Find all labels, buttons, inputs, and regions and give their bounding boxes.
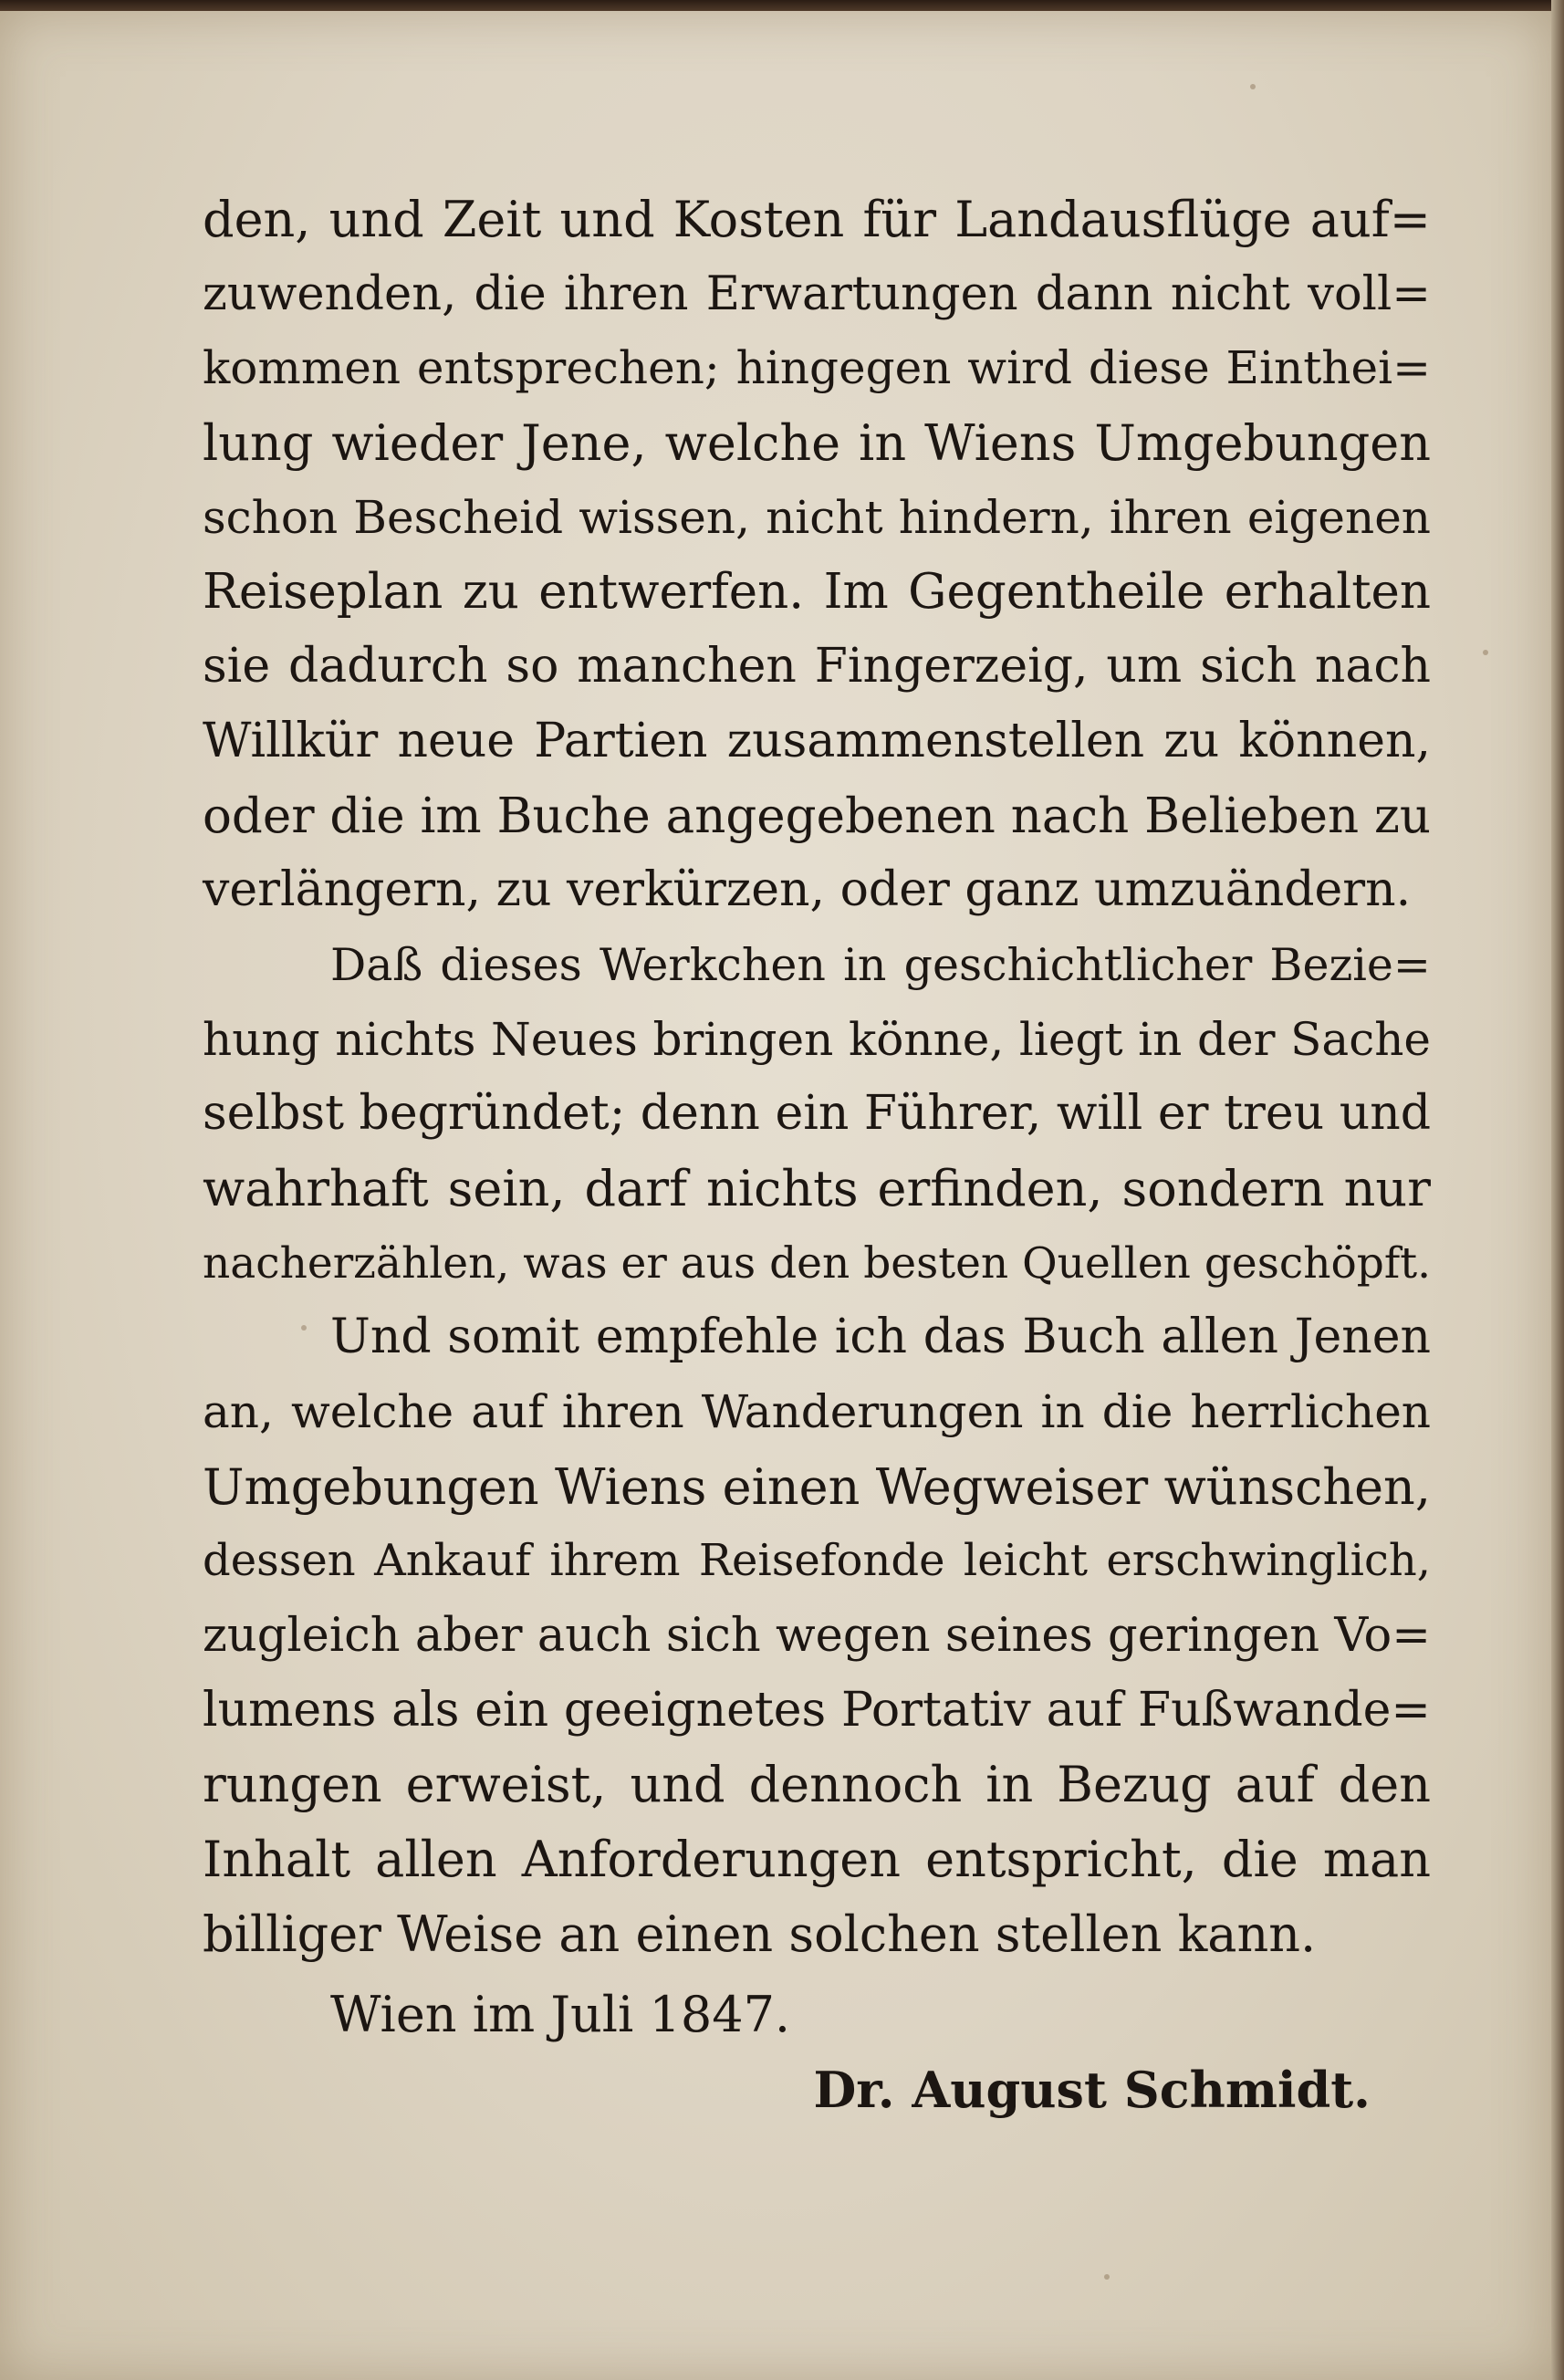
text-line: Und somit empfehle ich das Buch allen Jenen xyxy=(330,1310,1431,1365)
text-line: den, und Zeit und Kosten für Landausflüge auf= xyxy=(203,191,1431,248)
text-line: zugleich aber auch sich wegen seines geringen Vo= xyxy=(203,1609,1431,1664)
text-line: rungen erweist, und dennoch in Bezug auf den xyxy=(203,1756,1431,1814)
text-line: lung wieder Jene, welche in Wiens Umgebungen xyxy=(203,414,1431,473)
text-line: kommen entsprechen; hingegen wird diese Einthei= xyxy=(203,341,1431,395)
text-line: schon Bescheid wissen, nicht hindern, ihren eigenen xyxy=(203,490,1431,544)
page-right-edge xyxy=(1551,0,1564,2380)
text-line: sie dadurch so manchen Fingerzeig, um sich nach xyxy=(203,639,1431,694)
text-line: wahrhaft sein, darf nichts erfinden, sondern nur xyxy=(203,1159,1431,1217)
text-line: Daß dieses Werkchen in geschichtlicher Bezie= xyxy=(330,938,1431,991)
text-line: selbst begründet; denn ein Führer, will er treu und xyxy=(203,1086,1431,1142)
text-line: zuwenden, die ihren Erwartungen dann nicht voll= xyxy=(203,266,1431,321)
text-line: Umgebungen Wiens einen Wegweiser wünschen, xyxy=(203,1457,1431,1516)
text-line: Willkür neue Partien zusammenstellen zu können, xyxy=(203,713,1431,768)
text-line: oder die im Buche angegebenen nach Belieben zu xyxy=(203,788,1432,844)
text-line: nacherzählen, was er aus den besten Quellen geschöpft. xyxy=(203,1237,1432,1289)
paper-speck xyxy=(1104,2274,1110,2280)
paper-speck xyxy=(1250,84,1256,89)
dateline: Wien im Juli 1847. xyxy=(330,1986,791,2043)
text-line: Reiseplan zu entwerfen. Im Gegentheile erhalten xyxy=(203,564,1431,621)
text-line: verlängern, zu verkürzen, oder ganz umzuändern. xyxy=(203,862,1412,918)
text-line: billiger Weise an einen solchen stellen kann. xyxy=(203,1905,1317,1963)
author-signature: Dr. August Schmidt. xyxy=(813,2061,1371,2119)
text-line: hung nichts Neues bringen könne, liegt in der Sache xyxy=(203,1012,1431,1066)
text-line: Inhalt allen Anforderungen entspricht, die man xyxy=(203,1831,1431,1889)
text-line: an, welche auf ihren Wanderungen in die herrlichen xyxy=(203,1385,1431,1438)
text-line: lumens als ein geeignetes Portativ auf Fußwande= xyxy=(203,1682,1431,1738)
body-text xyxy=(203,183,1431,1972)
text-line: dessen Ankauf ihrem Reisefonde leicht erschwinglich, xyxy=(203,1535,1431,1587)
paper-speck xyxy=(1483,650,1488,655)
